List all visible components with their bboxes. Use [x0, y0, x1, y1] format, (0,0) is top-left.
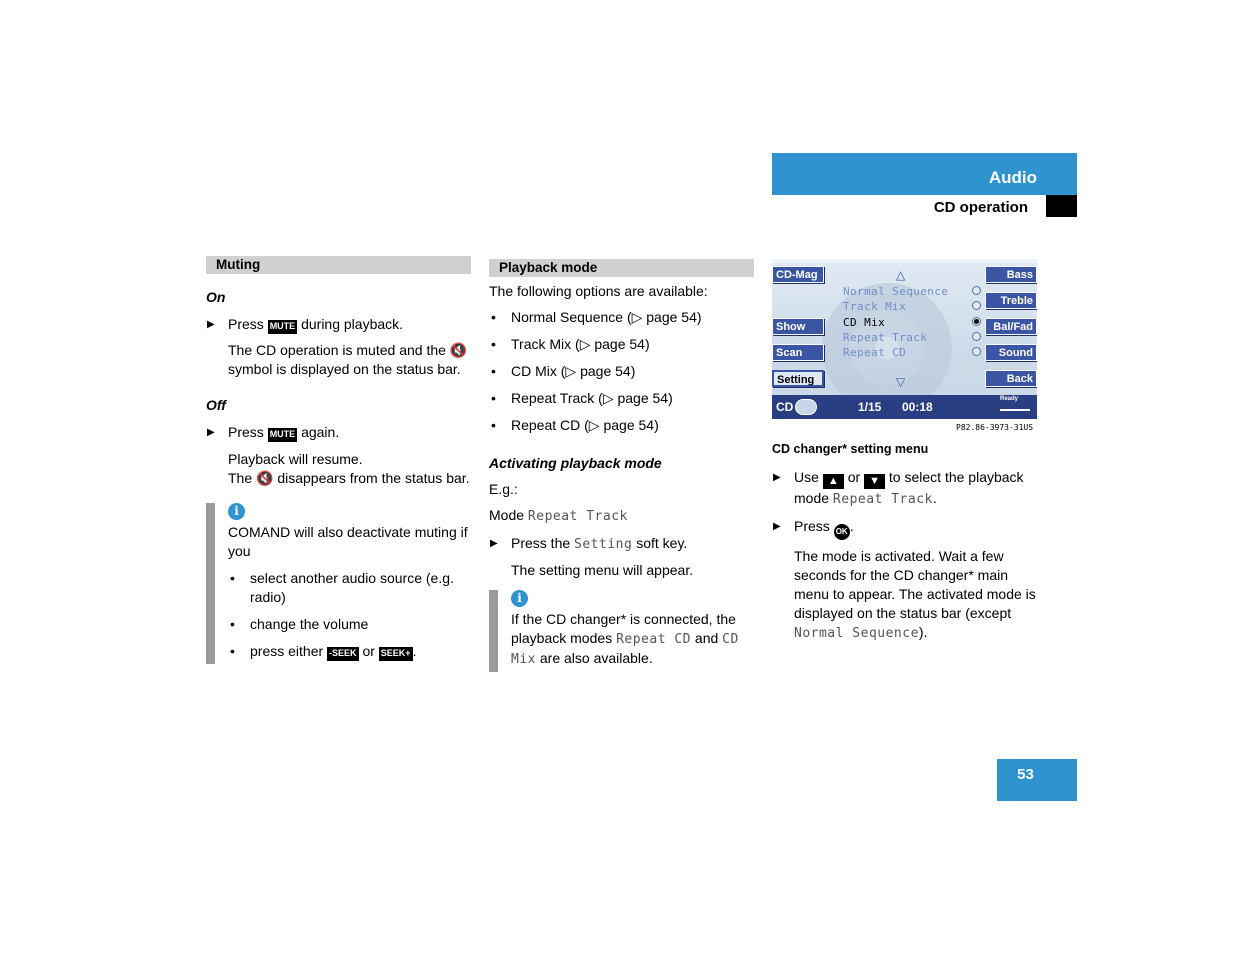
off-label: Off	[206, 397, 226, 413]
option-item: • CD Mix (▷ page 54)	[489, 362, 754, 381]
step-post: soft key.	[636, 535, 688, 551]
muting-heading: Muting	[206, 256, 471, 274]
down-arrow-key-icon: ▼	[864, 474, 885, 489]
step1-end: .	[932, 490, 937, 506]
option-item: • Track Mix (▷ page 54)	[489, 335, 754, 354]
info-t1: If the CD changer* is connected, the playback modes	[511, 611, 736, 646]
mode-example	[489, 506, 754, 526]
seek-post: .	[412, 643, 417, 659]
activating-heading: Activating playback mode	[489, 455, 662, 471]
off-step-pre: Press	[228, 424, 264, 440]
softkey-balfad[interactable]: Bal/Fad	[985, 318, 1037, 335]
on-result: The CD operation is muted and the 🔇 symbol is displayed on the status bar.	[228, 342, 468, 377]
press-setting-step	[489, 534, 754, 554]
on-step-post: during playback.	[301, 316, 404, 332]
info-t3: are also available.	[539, 650, 653, 666]
radio-icon[interactable]	[972, 332, 981, 341]
on-label: On	[206, 289, 226, 305]
radio-icon[interactable]	[972, 301, 981, 310]
off-result-1: Playback will resume.	[228, 451, 363, 467]
info-bullet-seek	[228, 642, 471, 661]
cd-disc-icon	[795, 399, 817, 415]
scroll-down-icon[interactable]: ▽	[896, 375, 906, 389]
softkey-cd-mag[interactable]: CD-Mag	[772, 266, 824, 283]
screen-caption: CD changer* setting menu	[772, 442, 929, 456]
off-step-post: again.	[301, 424, 340, 440]
section-subtitle: CD operation	[933, 199, 1028, 216]
result-text: The mode is activated. Wait a few seconds for the CD changer* main menu to appear. The activated mode is displayed on the status bar (except	[794, 548, 1036, 621]
mode-prefix: Mode	[489, 507, 525, 523]
setting-code: Setting	[574, 537, 633, 552]
page-number-box	[997, 759, 1077, 801]
playback-info	[489, 590, 754, 669]
status-bar	[772, 395, 1037, 419]
cd-changer-column	[772, 440, 1037, 643]
muting-column	[206, 256, 471, 488]
info-c2: CD Mix	[511, 632, 739, 667]
playback-intro: The following options are available:	[489, 283, 708, 299]
menu-option-selected[interactable]: CD Mix	[843, 316, 886, 329]
softkey-show[interactable]: Show	[772, 318, 824, 335]
result-code: Normal Sequence	[794, 626, 919, 641]
radio-icon[interactable]	[972, 347, 981, 356]
on-step-pre: Press	[228, 316, 264, 332]
press-ok-step	[772, 517, 1037, 540]
mute-key-icon: MUTE	[268, 428, 298, 442]
info-bullet: • select another audio source (e.g. radio)	[228, 569, 471, 607]
info-t2: and	[694, 630, 719, 646]
subtitle-marker	[1046, 195, 1077, 217]
on-step	[206, 315, 471, 334]
step-pre: Press the	[511, 535, 571, 551]
step1-or: or	[847, 469, 861, 485]
status-source: CD	[776, 400, 794, 414]
step1-post: to select the playback mode	[794, 469, 1024, 506]
info-c1: Repeat CD	[616, 632, 692, 647]
signal-strength-icon	[1000, 403, 1030, 411]
softkey-bass[interactable]: Bass	[985, 266, 1037, 283]
menu-option[interactable]: Repeat Track	[843, 331, 928, 344]
option-item: • Normal Sequence (▷ page 54)	[489, 308, 754, 327]
seek-mid: or	[362, 643, 375, 659]
menu-option[interactable]: Track Mix	[843, 300, 907, 313]
status-track: 1/15	[858, 400, 882, 414]
off-step	[206, 423, 471, 442]
mode-value: Repeat Track	[527, 509, 628, 524]
step-result: The setting menu will appear.	[511, 562, 694, 578]
radio-icon[interactable]	[972, 286, 981, 295]
option-item: • Repeat CD (▷ page 54)	[489, 416, 754, 435]
softkey-setting[interactable]: Setting	[772, 370, 824, 387]
playback-heading: Playback mode	[489, 259, 754, 277]
info-text: COMAND will also deactivate muting if you	[228, 524, 468, 559]
scroll-up-icon[interactable]: △	[896, 268, 906, 282]
softkey-back[interactable]: Back	[985, 370, 1037, 387]
mute-key-icon: MUTE	[268, 320, 298, 334]
softkey-scan[interactable]: Scan	[772, 344, 824, 361]
info-rule	[206, 503, 215, 664]
page-number: 53	[1017, 766, 1034, 783]
info-bullet: • change the volume	[228, 615, 471, 634]
select-mode-step	[772, 468, 1037, 509]
up-arrow-key-icon: ▲	[823, 474, 844, 489]
info-icon: i	[511, 590, 528, 607]
step1-code: Repeat Track	[832, 492, 933, 507]
cd-setting-screen	[772, 259, 1037, 419]
softkey-treble[interactable]: Treble	[985, 292, 1037, 309]
step2-end: .	[849, 518, 854, 534]
playback-column	[489, 259, 754, 580]
seek-up-key-icon: SEEK+	[379, 647, 413, 661]
softkey-sound[interactable]: Sound	[985, 344, 1037, 361]
step1-pre: Use	[794, 469, 819, 485]
playback-info-text	[511, 610, 754, 669]
info-icon: i	[228, 503, 245, 520]
option-item: • Repeat Track (▷ page 54)	[489, 389, 754, 408]
seek-down-key-icon: -SEEK	[327, 647, 359, 661]
image-reference: P82.86-3973-31US	[956, 423, 1034, 432]
seek-pre: press either	[250, 643, 324, 659]
menu-option[interactable]: Normal Sequence	[843, 285, 949, 298]
eg-label: E.g.:	[489, 481, 518, 497]
header-bar	[772, 153, 1077, 195]
result-end: ).	[918, 624, 928, 640]
mode-result	[772, 547, 1037, 643]
muting-info	[206, 503, 471, 661]
off-result-2: The 🔇 disappears from the status bar.	[228, 470, 470, 486]
status-ready: Ready	[1000, 396, 1019, 402]
info-rule	[489, 590, 498, 672]
ok-key-icon: OK	[834, 524, 850, 540]
radio-selected-icon[interactable]	[972, 317, 981, 326]
menu-option[interactable]: Repeat CD	[843, 346, 907, 359]
section-title: Audio	[988, 168, 1037, 187]
step2-pre: Press	[794, 518, 830, 534]
status-time: 00:18	[902, 400, 933, 414]
